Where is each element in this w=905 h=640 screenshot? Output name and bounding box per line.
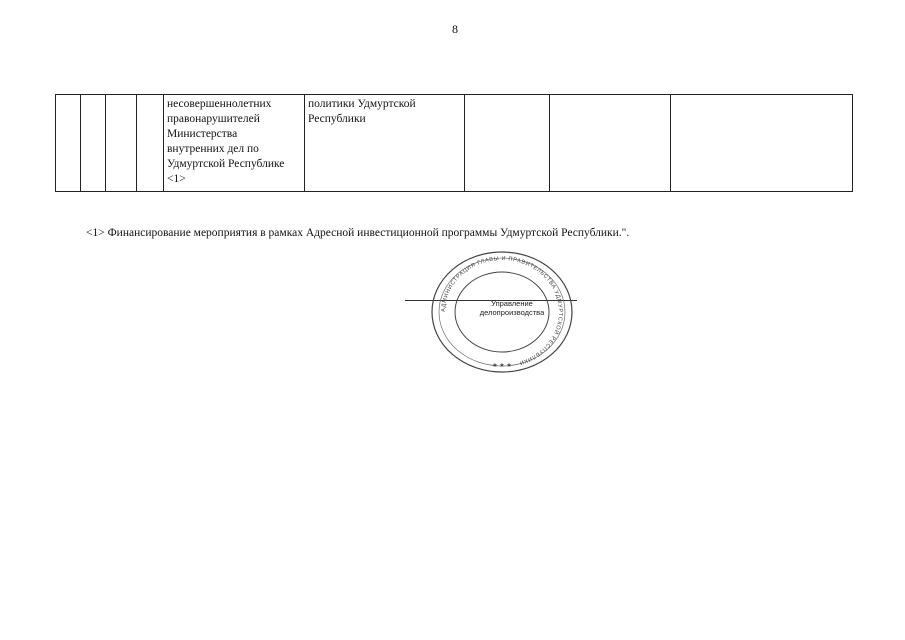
table-cell	[137, 95, 164, 192]
svg-text:★ ★ ★: ★ ★ ★	[492, 363, 512, 369]
seal-label-line1: Управление	[491, 299, 533, 308]
table-cell	[550, 95, 671, 192]
table-cell	[106, 95, 137, 192]
footnote: <1> Финансирование мероприятия в рамках Адресной инвестиционной программы Удмуртской Республики.".	[86, 227, 630, 239]
seal-label	[477, 299, 547, 317]
table-cell-measure: несовершеннолетних правонарушителей Министерства внутренних дел по Удмуртской Республике <1>	[164, 95, 305, 192]
table-cell	[81, 95, 106, 192]
seal-ring-text: АДМИНИСТРАЦИЯ ГЛАВЫ И ПРАВИТЕЛЬСТВА УДМУРТСКОЙ РЕСПУБЛИКИ	[440, 255, 564, 366]
continuation-table	[55, 94, 853, 192]
table-cell	[56, 95, 81, 192]
table-cell	[671, 95, 853, 192]
seal-label-line2: делопроизводства	[479, 308, 545, 317]
table-cell-program: политики Удмуртской Республики	[305, 95, 465, 192]
table-row	[56, 95, 853, 192]
page-number: 8	[452, 22, 458, 36]
table-cell	[465, 95, 550, 192]
